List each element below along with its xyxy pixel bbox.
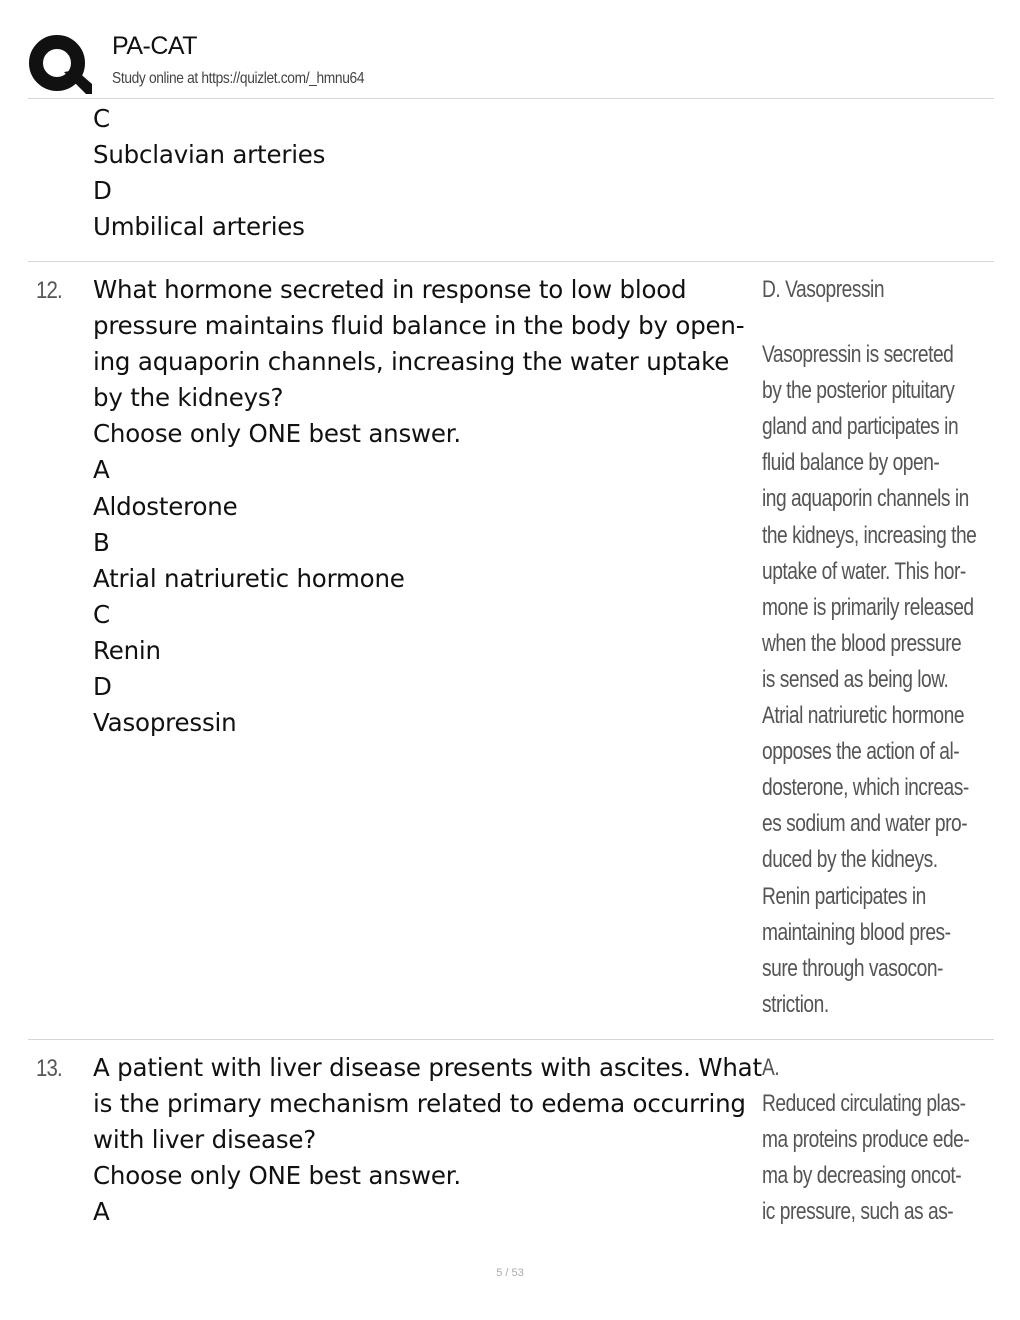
explanation-line: Renin participates in	[762, 882, 926, 910]
question-divider	[28, 1039, 994, 1040]
correct-answer: D. Vasopressin	[762, 276, 885, 303]
explanation-line: ma by decreasing oncot-	[762, 1162, 962, 1190]
explanation-line: dosterone, which increas-	[762, 774, 969, 802]
explanation-line: striction.	[762, 990, 829, 1018]
question-line: Renin	[93, 635, 161, 665]
explanation-line: gland and participates in	[762, 413, 959, 441]
question-divider	[28, 261, 994, 262]
explanation-line: mone is primarily released	[762, 593, 974, 621]
question-number: 13.	[36, 1055, 62, 1082]
page-header	[28, 28, 994, 98]
explanation-line: Atrial natriuretic hormone	[762, 702, 965, 730]
explanation-line: uptake of water. This hor-	[762, 557, 966, 585]
explanation-line: when the blood pressure	[762, 629, 962, 657]
explanation-line: duced by the kidneys.	[762, 846, 938, 874]
question-line: Aldosterone	[93, 491, 238, 521]
answer-choice-line: Umbilical arteries	[93, 212, 305, 242]
correct-answer: A.	[762, 1054, 780, 1081]
explanation-line: ma proteins produce ede-	[762, 1126, 970, 1154]
question-line: is the primary mechanism related to edema occurring	[93, 1089, 746, 1119]
question-line: C	[93, 599, 110, 629]
question-line: A	[93, 1197, 110, 1227]
question-line: A	[93, 455, 110, 485]
question-13-answer	[762, 1050, 1012, 1230]
header-divider	[28, 98, 994, 99]
question-line: pressure maintains fluid balance in the body by open-	[93, 311, 745, 341]
explanation-line: es sodium and water pro-	[762, 810, 968, 838]
explanation-line: opposes the action of al-	[762, 738, 960, 766]
question-line: What hormone secreted in response to low blood	[93, 275, 687, 304]
quizlet-logo-icon	[28, 32, 92, 96]
deck-title: PA-CAT	[112, 32, 197, 60]
question-number: 12.	[36, 277, 62, 304]
question-line: Atrial natriuretic hormone	[93, 563, 405, 593]
explanation-line: sure through vasocon-	[762, 954, 943, 982]
spacer	[762, 308, 962, 337]
explanation-line: ing aquaporin channels in	[762, 485, 969, 513]
page-indicator: 5 / 53	[496, 1267, 524, 1279]
question-line: by the kidneys?	[93, 383, 284, 413]
question-12-answer	[762, 272, 1012, 1023]
question-line: Vasopressin	[93, 708, 237, 738]
explanation-line: fluid balance by open-	[762, 449, 940, 477]
question-13-text	[93, 1050, 761, 1230]
answer-choice-line: Subclavian arteries	[93, 140, 326, 170]
explanation-line: by the posterior pituitary	[762, 377, 955, 405]
question-line: with liver disease?	[93, 1125, 317, 1155]
explanation-line: Vasopressin is secreted	[762, 341, 954, 369]
question-line: A patient with liver disease presents with ascites. What	[93, 1053, 762, 1082]
question-line: B	[93, 527, 110, 557]
explanation-line: is sensed as being low.	[762, 665, 949, 693]
continued-answer-choices	[93, 101, 761, 245]
answer-choice-line: D	[93, 176, 112, 206]
question-line: Choose only ONE best answer.	[93, 419, 461, 449]
question-line: D	[93, 672, 112, 702]
explanation-line: maintaining blood pres-	[762, 918, 951, 946]
explanation-line: the kidneys, increasing the	[762, 521, 977, 549]
answer-choice-line: C	[93, 104, 110, 133]
explanation-line: ic pressure, such as as-	[762, 1198, 954, 1226]
explanation-line: Reduced circulating plas-	[762, 1090, 966, 1118]
study-link-text: Study online at https://quizlet.com/_hmnu64	[112, 70, 365, 87]
question-line: ing aquaporin channels, increasing the water uptake	[93, 347, 730, 377]
question-12-text	[93, 272, 761, 741]
question-line: Choose only ONE best answer.	[93, 1161, 461, 1191]
